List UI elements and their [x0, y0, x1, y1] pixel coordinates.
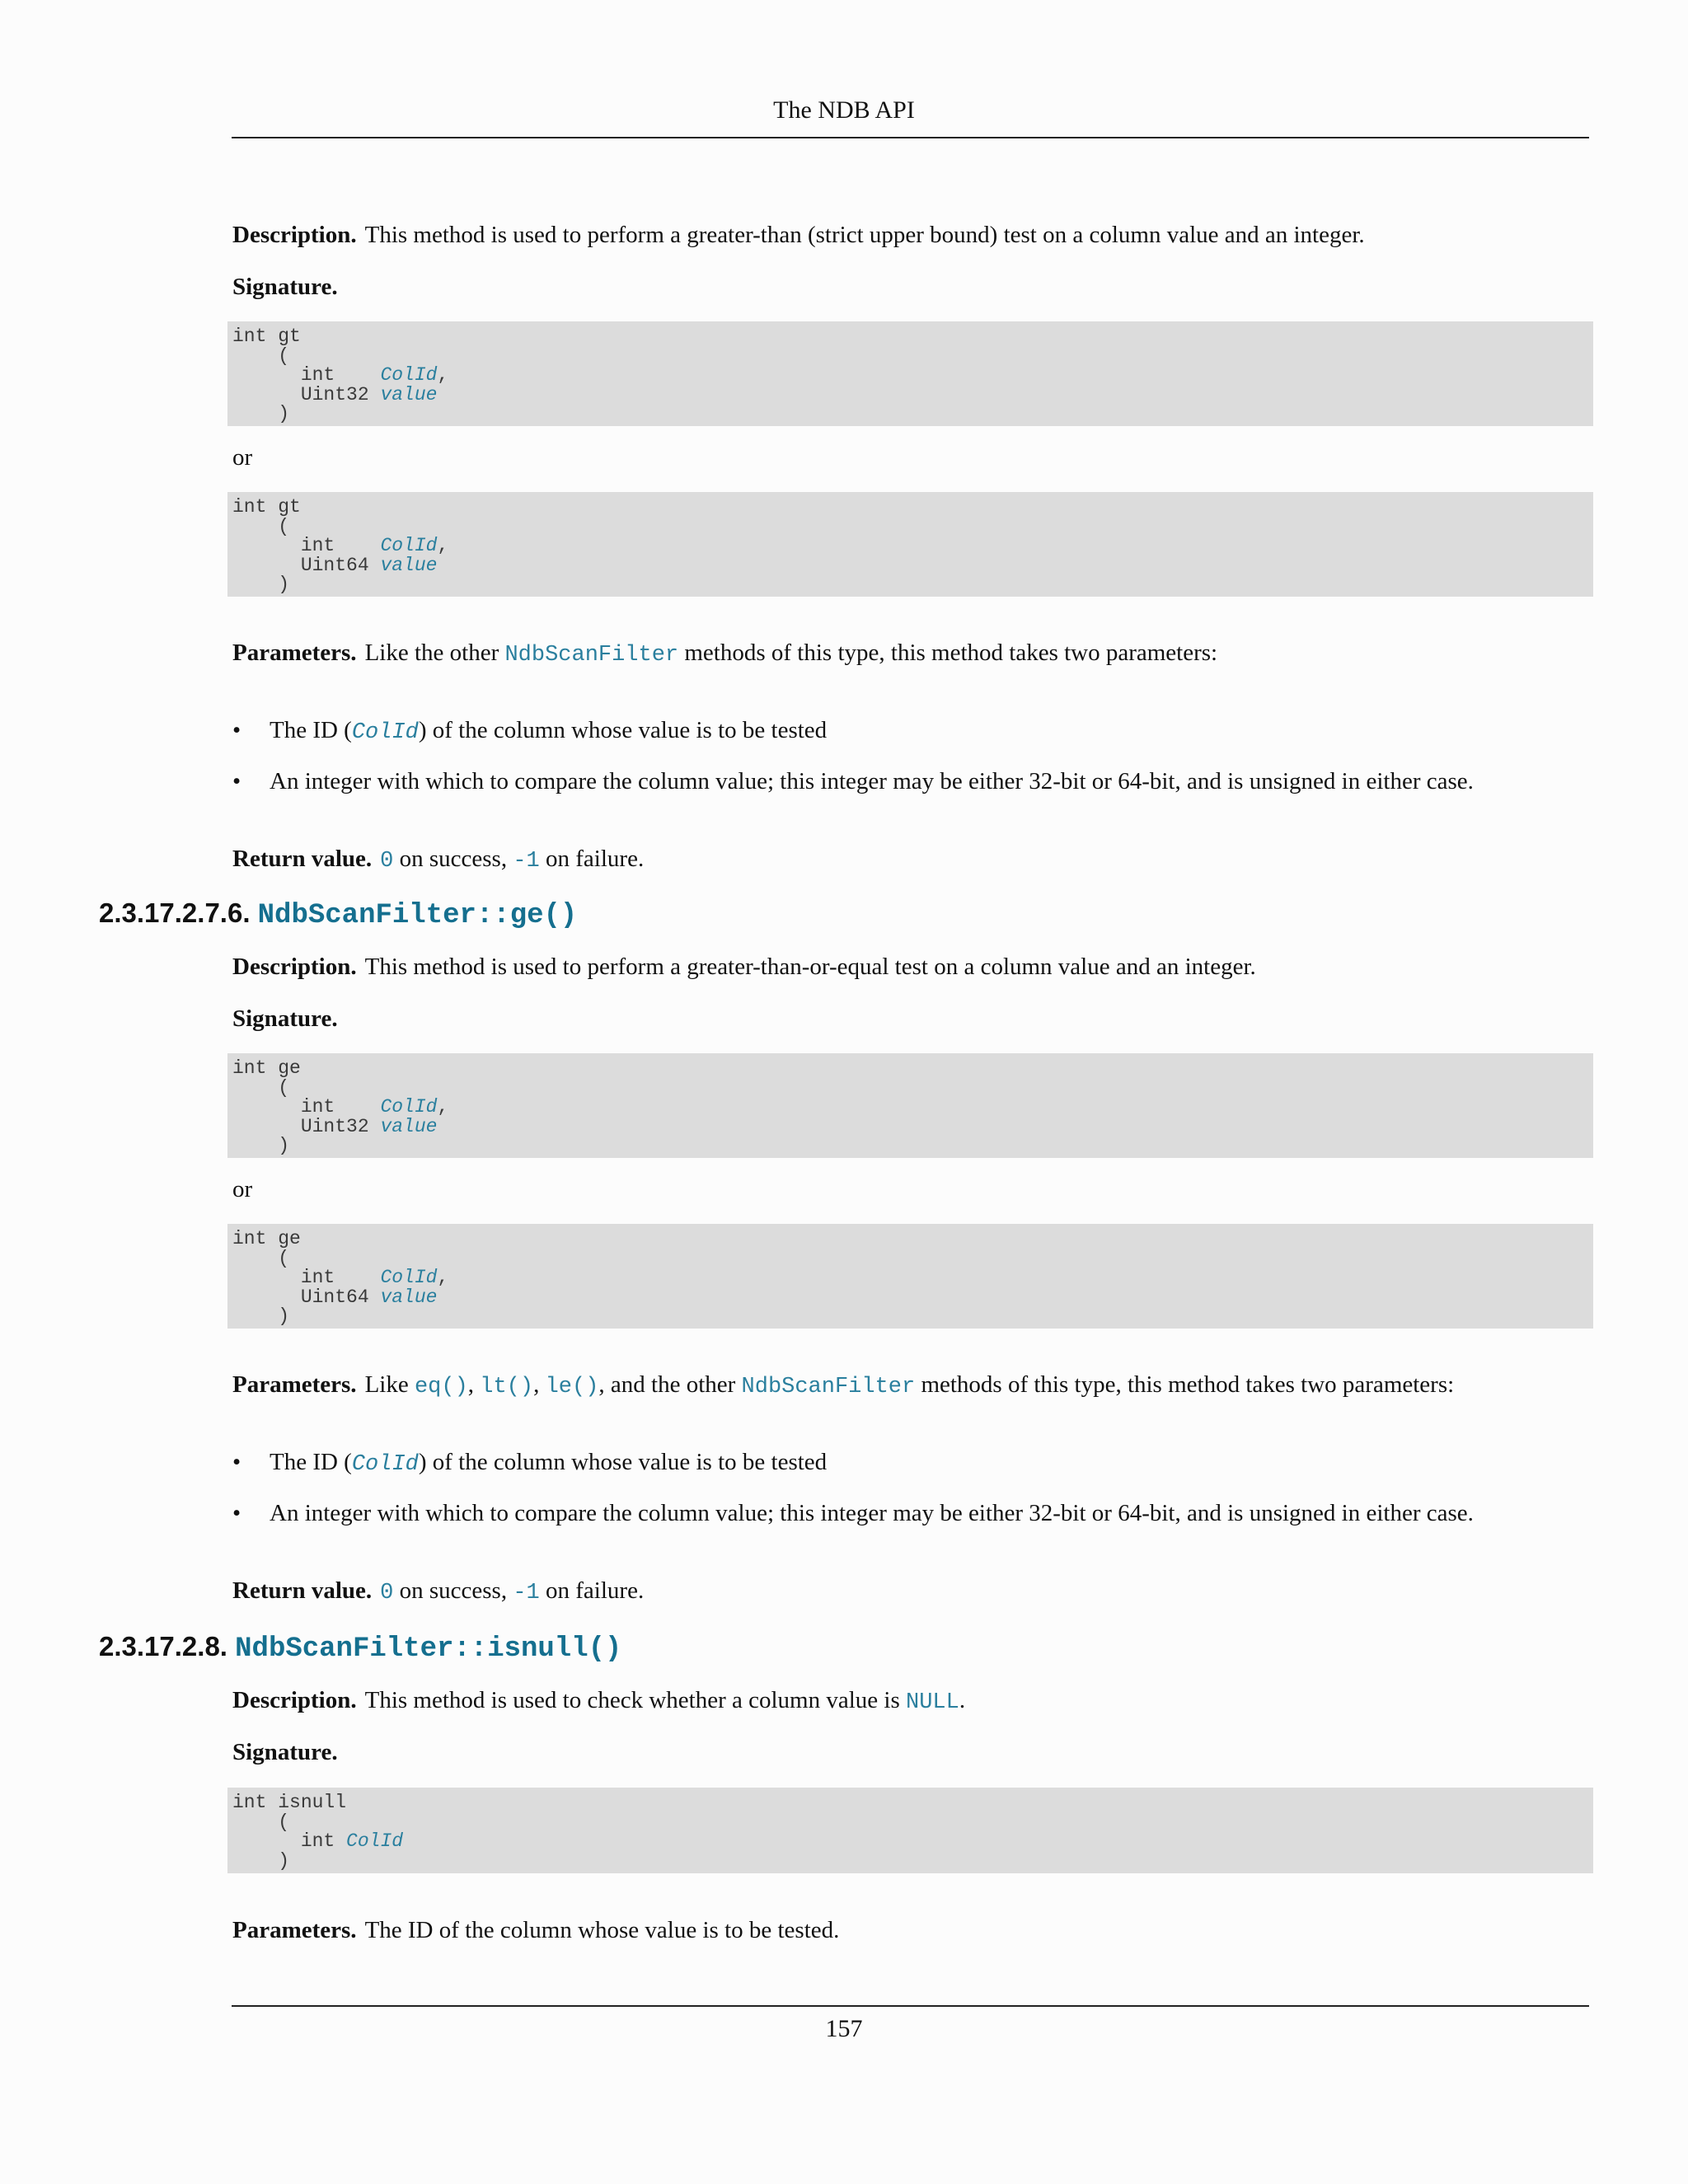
ge-return-value: [232, 1572, 1601, 1611]
code-line: (: [232, 1076, 290, 1099]
text: on success,: [399, 846, 508, 872]
code-param-type: int: [232, 364, 381, 386]
return-failure-code: -1: [513, 849, 540, 874]
code-line: (: [232, 515, 290, 537]
code-param-name: value: [380, 383, 438, 405]
eq-link[interactable]: eq(): [414, 1375, 468, 1399]
bullet-marker: •: [232, 717, 241, 743]
text: methods of this type, this method takes two parameters:: [921, 1371, 1455, 1398]
header-rule: [232, 137, 1589, 138]
footer-rule: [232, 2005, 1589, 2007]
code-param-name: ColId: [380, 1096, 438, 1118]
code-param-name: value: [380, 1286, 438, 1308]
code-param-name: ColId: [380, 1267, 438, 1288]
code-param-type: int: [232, 1267, 381, 1288]
text: The ID (: [270, 1449, 352, 1475]
text: ) of the column whose value is to be tested: [418, 717, 828, 743]
code-comma: ,: [437, 364, 449, 386]
code-line: (: [232, 1811, 290, 1833]
page-number: 157: [825, 2015, 863, 2042]
code-line: int ge: [232, 1228, 301, 1249]
gt-signature-code-64: [227, 492, 1593, 597]
code-param-type: int: [232, 535, 381, 556]
signature-label: Signature.: [232, 1005, 338, 1032]
text: on failure.: [546, 846, 645, 872]
description-label: Description.: [232, 1687, 357, 1713]
gt-or: or: [232, 444, 253, 471]
parameters-label: Parameters.: [232, 1371, 357, 1398]
gt-signature-label: [232, 269, 1601, 305]
code-line: (: [232, 344, 290, 367]
null-code: NULL: [906, 1690, 959, 1715]
ge-signature-code-64: [227, 1224, 1593, 1329]
ge-signature-label: [232, 1001, 1601, 1037]
section-number: 2.3.17.2.7.6.: [99, 898, 251, 928]
description-label: Description.: [232, 222, 357, 248]
description-label: Description.: [232, 954, 357, 980]
section-heading-ge: [99, 893, 577, 936]
code-param-type: Uint32: [232, 1115, 381, 1137]
gt-bullet-integer: [232, 763, 1474, 799]
code-param-name: ColId: [380, 535, 438, 556]
code-param-type: int: [232, 1830, 347, 1852]
code-param-type: int: [232, 1096, 381, 1118]
code-line: ): [232, 403, 290, 424]
isnull-description: [232, 1682, 1601, 1721]
text: Like the other: [364, 640, 499, 666]
code-line: int gt: [232, 496, 301, 518]
code-line: int ge: [232, 1057, 301, 1079]
running-header: The NDB API: [773, 96, 915, 124]
ge-parameters: Parameters. Like eq(), lt(), le(), and the other NdbScanFilter methods of this type, this method takes two parameters:: [232, 1371, 1455, 1399]
text: The ID (: [270, 717, 352, 743]
text: An integer with which to compare the column value; this integer may be either 32-bit or 64-bit, and is unsigned in either case.: [270, 1500, 1474, 1526]
code-line: ): [232, 1305, 290, 1327]
section-title: NdbScanFilter::isnull(): [235, 1633, 622, 1665]
parameters-label: Parameters.: [232, 640, 357, 666]
code-comma: ,: [437, 1096, 449, 1118]
bullet-marker: •: [232, 1449, 241, 1475]
le-link[interactable]: le(): [545, 1375, 599, 1399]
section-heading-isnull: [99, 1626, 621, 1670]
parameters-label: Parameters.: [232, 1917, 357, 1943]
ge-description: [232, 949, 1601, 985]
code-param-type: Uint64: [232, 554, 381, 576]
text: An integer with which to compare the column value; this integer may be either 32-bit or 64-bit, and is unsigned in either case.: [270, 768, 1474, 794]
code-line: ): [232, 1135, 290, 1156]
code-param-type: Uint32: [232, 383, 381, 405]
param-code: ColId: [351, 1452, 419, 1477]
ge-description-text: This method is used to perform a greater-than-or-equal test on a column value and an integer.: [364, 954, 1256, 980]
code-line: int isnull: [232, 1792, 347, 1813]
gt-description-text: This method is used to perform a greater-than (strict upper bound) test on a column value and an integer.: [364, 222, 1365, 248]
text: This method is used to check whether a column value is: [364, 1687, 900, 1713]
code-line: (: [232, 1247, 290, 1269]
ge-or: or: [232, 1176, 253, 1202]
ge-bullet-colid: [232, 1444, 827, 1483]
text: on success,: [399, 1577, 508, 1604]
gt-signature-code-32: [227, 321, 1593, 426]
return-success-code: 0: [380, 849, 394, 874]
signature-label: Signature.: [232, 274, 338, 300]
gt-return-value: [232, 841, 1601, 879]
text: The ID of the column whose value is to be tested.: [364, 1917, 840, 1943]
ge-bullet-integer: [232, 1495, 1474, 1531]
code-line: int gt: [232, 326, 301, 347]
gt-description: [232, 217, 1601, 253]
gt-bullet-colid: [232, 712, 827, 751]
text: , and the other: [598, 1371, 736, 1398]
isnull-signature-code: [227, 1788, 1593, 1873]
lt-link[interactable]: lt(): [480, 1375, 534, 1399]
ge-signature-code-32: [227, 1053, 1593, 1158]
bullet-marker: •: [232, 1500, 241, 1526]
text: Like: [364, 1371, 409, 1398]
code-line: ): [232, 1849, 290, 1872]
class-link[interactable]: NdbScanFilter: [741, 1375, 916, 1399]
text: .: [959, 1687, 966, 1713]
code-param-name: value: [380, 554, 438, 576]
text: methods of this type, this method takes two parameters:: [684, 640, 1218, 666]
gt-parameters: [232, 635, 1601, 673]
isnull-parameters: [232, 1912, 1601, 1948]
class-link[interactable]: NdbScanFilter: [504, 643, 679, 668]
text: ) of the column whose value is to be tested: [418, 1449, 828, 1475]
code-comma: ,: [437, 1267, 449, 1288]
signature-label: Signature.: [232, 1739, 338, 1765]
code-line: ): [232, 574, 290, 595]
return-failure-code: -1: [513, 1581, 540, 1605]
code-param-name: value: [380, 1115, 438, 1137]
section-title: NdbScanFilter::ge(): [257, 900, 578, 931]
return-value-label: Return value.: [232, 846, 373, 872]
section-number: 2.3.17.2.8.: [99, 1631, 227, 1661]
return-success-code: 0: [380, 1581, 394, 1605]
code-param-name: ColId: [346, 1830, 404, 1852]
bullet-marker: •: [232, 768, 241, 794]
code-param-type: Uint64: [232, 1286, 381, 1308]
code-param-name: ColId: [380, 364, 438, 386]
isnull-signature-label: [232, 1734, 1601, 1770]
param-code: ColId: [351, 720, 419, 745]
return-value-label: Return value.: [232, 1577, 373, 1604]
code-comma: ,: [437, 535, 449, 556]
text: on failure.: [546, 1577, 645, 1604]
